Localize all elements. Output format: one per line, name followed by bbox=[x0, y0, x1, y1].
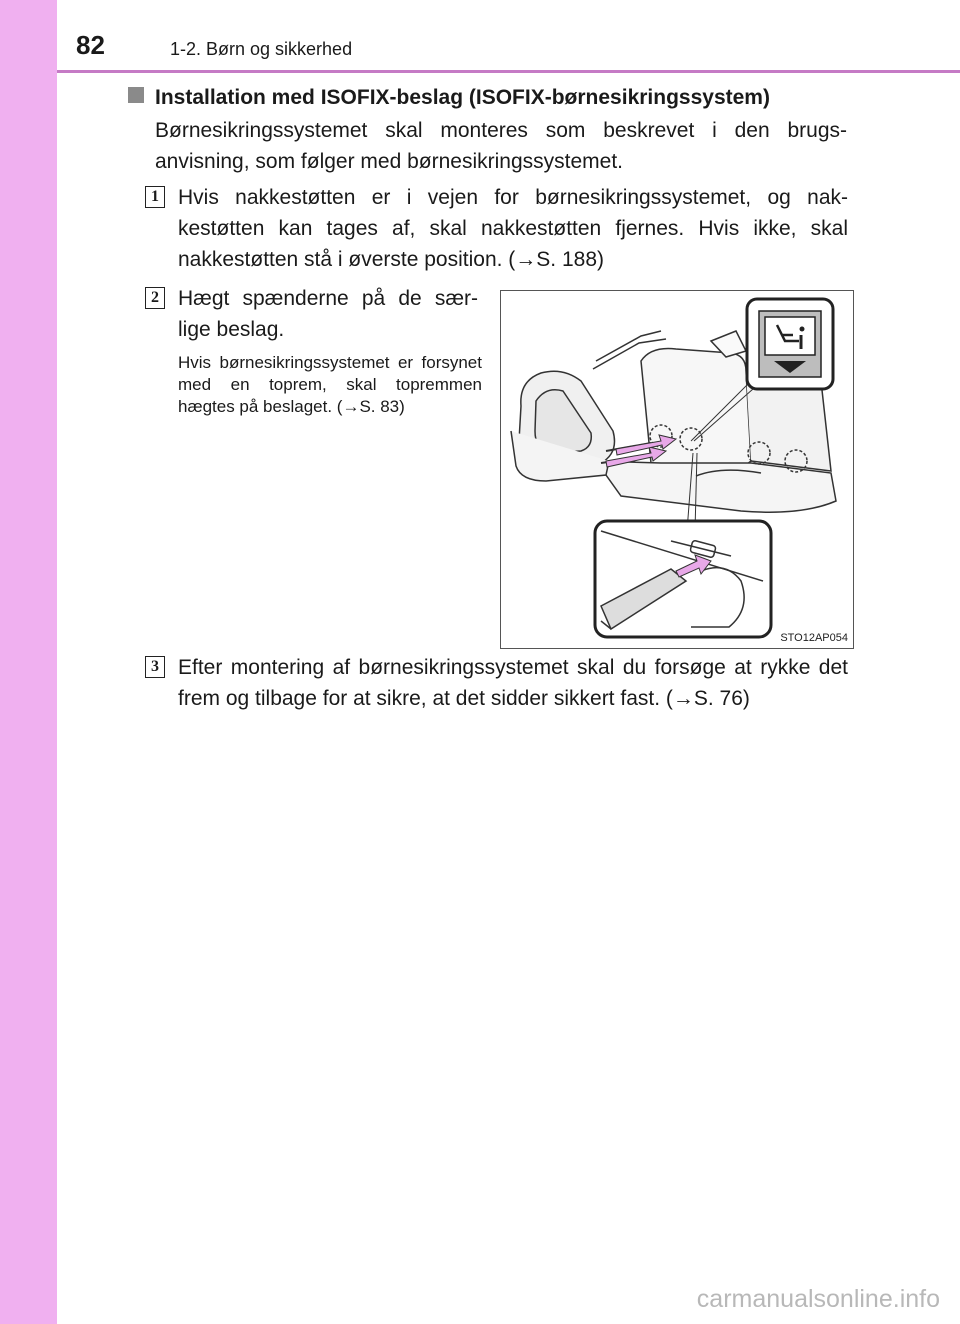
step-number-3: 3 bbox=[145, 656, 165, 678]
illustration-drawing bbox=[501, 291, 855, 650]
step-number-1: 1 bbox=[145, 186, 165, 208]
header-divider bbox=[57, 70, 960, 73]
section-heading bbox=[128, 85, 770, 111]
watermark: carmanualsonline.info bbox=[696, 1285, 940, 1313]
page-sidebar-tab bbox=[0, 0, 57, 1324]
figure-code: STO12AP054 bbox=[780, 632, 848, 644]
chapter-title: 1-2. Børn og sikkerhed bbox=[170, 39, 353, 59]
step-1-text: Hvis nakkestøtten er i vejen for børnesikringssystemet, og nak-kestøtten kan tages af, skal nakkestøtten fjernes. Hvis ikke, skal nakkestøtten stå i øverste position. (→S. 188) bbox=[178, 186, 848, 271]
step-2-text: Hægt spænderne på de sær-lige beslag. bbox=[178, 287, 478, 341]
step-3-text: Efter montering af børnesikringssystemet skal du forsøge at rykke det frem og tilbage for at sikre, at det sidder sikkert fast. (→S. 76) bbox=[178, 656, 848, 710]
isofix-illustration bbox=[500, 290, 854, 649]
step-number-2: 2 bbox=[145, 287, 165, 309]
section-heading-text: Installation med ISOFIX-beslag (ISOFIX-børnesikringssystem) bbox=[155, 86, 770, 109]
step-2-note: Hvis børnesikringssystemet er forsynet med en toprem, skal topremmen hægtes på beslaget. (→S. 83) bbox=[178, 353, 482, 416]
page-number: 82 bbox=[76, 30, 105, 60]
intro-paragraph: Børnesikringssystemet skal monteres som beskrevet i den brugs-anvisning, som følger med børnesikringssystemet. bbox=[155, 119, 847, 173]
square-bullet-icon bbox=[128, 87, 144, 103]
